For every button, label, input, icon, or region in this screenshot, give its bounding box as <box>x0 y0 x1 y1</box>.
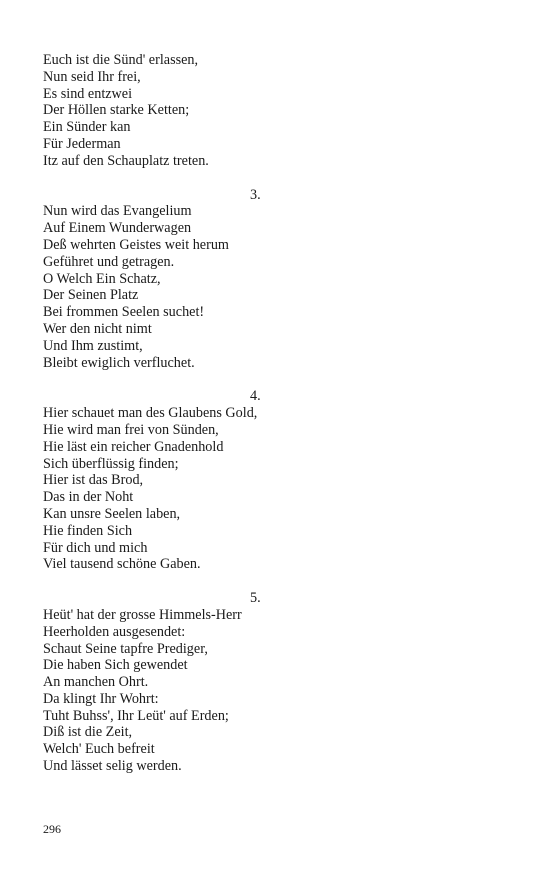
poem-line: Deß wehrten Geistes weit herum <box>43 236 229 253</box>
stanza-number: 3. <box>250 186 261 203</box>
poem-line: Die haben Sich gewendet <box>43 657 188 674</box>
poem-line: Schaut Seine tapfre Prediger, <box>43 640 208 657</box>
poem-line: O Welch Ein Schatz, <box>43 270 161 287</box>
poem-line: Euch ist die Sünd' erlassen, <box>43 52 199 68</box>
poem-line: Nun wird das Evangelium <box>43 203 192 220</box>
poem-line: An manchen Ohrt. <box>43 674 149 691</box>
poem-line: Hier ist das Brod, <box>43 472 144 489</box>
poem-line: Nun seid Ihr frei, <box>43 68 141 85</box>
poem-line: Der Seinen Platz <box>43 287 139 304</box>
stanza-number: 5. <box>250 590 261 607</box>
stanza-number: 4. <box>250 388 261 405</box>
poem-line: Viel tausend schöne Gaben. <box>43 556 201 573</box>
stanza-1 <box>43 52 463 170</box>
stanza-gap <box>43 573 463 590</box>
poem-line: Das in der Noht <box>43 489 134 506</box>
poem-line: Es sind entzwei <box>43 85 133 102</box>
page-number: 296 <box>43 822 61 836</box>
poem-line: Sich überflüssig finden; <box>43 455 179 472</box>
poem-line: Tuht Buhss', Ihr Leüt' auf Erden; <box>43 707 229 724</box>
poem-line: Für Jederman <box>43 135 121 152</box>
poem-line: Itz auf den Schauplatz treten. <box>43 152 209 169</box>
poem-line: Heüt' hat der grosse Himmels-Herr <box>43 606 242 623</box>
poem-line: Der Höllen starke Ketten; <box>43 102 190 119</box>
poem-line: Heerholden ausgesendet: <box>43 623 186 640</box>
poem-line: Welch' Euch befreit <box>43 741 155 758</box>
stanza-gap <box>43 371 463 388</box>
poem-line: Hie läst ein reicher Gnadenhold <box>43 438 224 455</box>
stanza-5 <box>43 590 463 775</box>
poem-line: Hier schauet man des Glaubens Gold, <box>43 405 258 422</box>
poem-line: Und Ihm zustimt, <box>43 337 143 354</box>
poem-line: Auf Einem Wunderwagen <box>43 220 192 237</box>
poem-line: Bleibt ewiglich verfluchet. <box>43 354 195 371</box>
poem-line: Und lässet selig werden. <box>43 758 182 775</box>
poem-line: Hie wird man frei von Sünden, <box>43 421 219 438</box>
stanza-4 <box>43 388 463 573</box>
stanza-3 <box>43 187 463 372</box>
poem-line: Bei frommen Seelen suchet! <box>43 304 205 321</box>
poem-line: Diß ist die Zeit, <box>43 724 133 741</box>
poem-line: Da klingt Ihr Wohrt: <box>43 690 159 707</box>
poem-line: Geführet und getragen. <box>43 253 175 270</box>
poem-line: Hie finden Sich <box>43 522 133 539</box>
poem-page <box>43 52 463 775</box>
stanza-gap <box>43 170 463 187</box>
poem-line: Ein Sünder kan <box>43 119 131 136</box>
poem-line: Für dich und mich <box>43 539 148 556</box>
poem-line: Kan unsre Seelen laben, <box>43 505 181 522</box>
poem-line: Wer den nicht nimt <box>43 320 152 337</box>
